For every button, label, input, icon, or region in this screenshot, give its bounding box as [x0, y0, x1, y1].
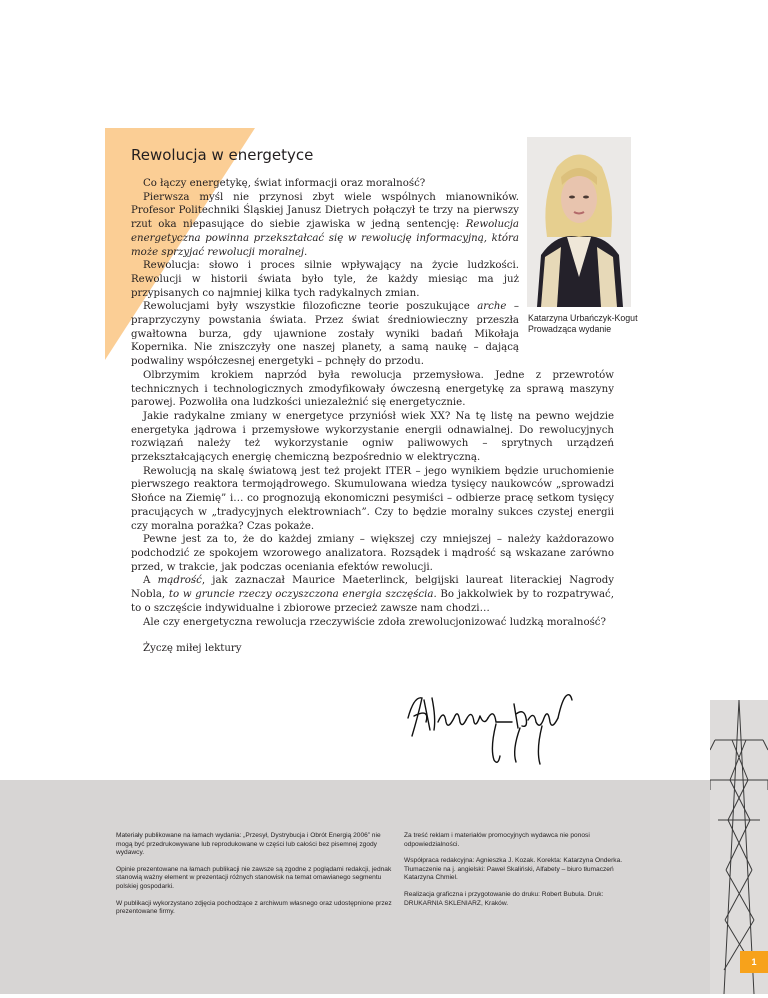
footer-note: Za treść reklam i materiałów promocyjnych wydawca nie ponosi odpowiedzialności.	[404, 832, 590, 848]
footer-note: W publikacji wykorzystano zdjęcia pochodzące z archiwum własnego oraz udostępnione przez prezentowane firmy.	[116, 899, 392, 916]
closing-line: Życzę miłej lektury	[143, 643, 242, 654]
footer-panel	[0, 780, 768, 994]
footer-left-column	[116, 832, 396, 925]
author-role: Prowadząca wydanie	[528, 324, 612, 334]
power-pylon-image	[710, 700, 768, 994]
paragraph: A mądrość, jak zaznaczał Maurice Maeterlinck, belgijski laureat literackiej Nagrody Nobla, to w gruncie rzeczy oczyszczona energia szczęścia. Bo jakkolwiek by to rozpatrywać, to o szczęście indywidualne i zbiorowe przecież zawsze nam chodzi…	[131, 575, 614, 614]
paragraph: Ale czy energetyczna rewolucja rzeczywiście zdoła zrewolucjonizować ludzką moralność?	[143, 616, 606, 628]
paragraph: Co łączy energetykę, świat informacji oraz moralność?	[143, 178, 426, 189]
footer-note: Opinie prezentowane na łamach publikacji nie zawsze są zgodne z poglądami redakcji, jednak stanowią ważny element w prezentacji różnych stanowisk na temat omawianego segmentu polskiej gospodarki.	[116, 865, 392, 890]
paragraph: Rewolucją na skalę światową jest też projekt ITER – jego wynikiem będzie uruchomienie pierwszego reaktora termojądrowego. Skumulowana wiedza tysięcy naukowców „sprowadzi Słońce na Ziemię” i… co prognozują ekonomiczni pesymiści – odbierze pracę setkom tysięcy pracujących w „tradycyjnych elektrowniach”. Czy to będzie moralny sukces czystej energii czy moralna porażka? Czas pokaże.	[131, 465, 614, 532]
page-number: 1	[740, 951, 768, 973]
paragraph: Olbrzymim krokiem naprzód była rewolucja przemysłowa. Jedne z przewrotów technicznych i technologicznych zmodyfikowały ówczesną energetykę za sprawą maszyny parowej. Pozwoliła ona ludzkości uniezależnić się energetycznie.	[131, 369, 614, 409]
footer-note: Współpraca redakcyjna: Agnieszka J. Kozak. Korekta: Katarzyna Onderka. Tłumaczenie na j. angielski: Paweł Skaliński, Alfabety – biuro tłumaczeń Katarzyna Chmiel.	[404, 857, 623, 882]
footer-note: Materiały publikowane na łamach wydania: „Przesył, Dystrybucja i Obrót Energią 2006” nie mogą być przedrukowywane lub reprodukowane w części lub całości bez pisemnej zgody wydawcy.	[116, 832, 381, 857]
author-name: Katarzyna Urbańczyk-Kogut	[528, 313, 638, 323]
paragraph: Pierwsza myśl nie przynosi zbyt wiele wspólnych mianowników. Profesor Politechniki Śląskiej Janusz Dietrych połączył te trzy na pierwszy rzut oka niepasujące do siebie zjawiska w jedną sentencję: Rewolucja energetyczna powinna przekształcać się w rewolucję informacyjną, która może sprzyjać rewolucji moralnej.	[131, 191, 519, 258]
paragraph: Pewne jest za to, że do każdej zmiany – większej czy mniejszej – należy każdorazowo podchodzić ze spokojem wzorowego analizatora. Rozsądek i mądrość są wskazane zarówno przed, w trakcie, jak podczas oceniania efektów rewolucji.	[131, 534, 614, 573]
paragraph: Rewolucja: słowo i proces silnie wpływający na życie ludzkości. Rewolucji w historii świata było tyle, że każdy miesiąc ma już przypisanych co najmniej kilka tych radykalnych zmian.	[131, 260, 519, 299]
article-body	[131, 177, 614, 629]
paragraph: Rewolucjami były wszystkie filozoficzne teorie poszukujące arche – praprzyczyny powstania świata. Przez świat średniowieczny przeszła gwałtowna burza, gdy ujawnione zostały wyniki badań Mikołaja Kopernika. Nie zniszczyły one naszej planety, a samą naukę – dającą podwaliny współczesnej energetyki – pchnęły do przodu.	[131, 301, 519, 368]
footer-note: Realizacja graficzna i przygotowanie do druku: Robert Bubula. Druk: DRUKARNIA SKLENIARZ, Kraków.	[404, 890, 604, 907]
footer-right-column	[404, 832, 624, 916]
handwritten-signature	[400, 678, 580, 768]
article-title: Rewolucja w energetyce	[131, 146, 314, 164]
paragraph: Jakie radykalne zmiany w energetyce przyniósł wiek XX? Na tę listę na pewno wejdzie energetyka jądrowa i przemysłowe wykorzystanie energii odnawialnej. Do rewolucyjnych rozwiązań należy też wykorzystanie ogniw paliwowych – sprytnych urządzeń przekształcających energię chemiczną bezpośrednio w elektryczną.	[131, 410, 614, 464]
